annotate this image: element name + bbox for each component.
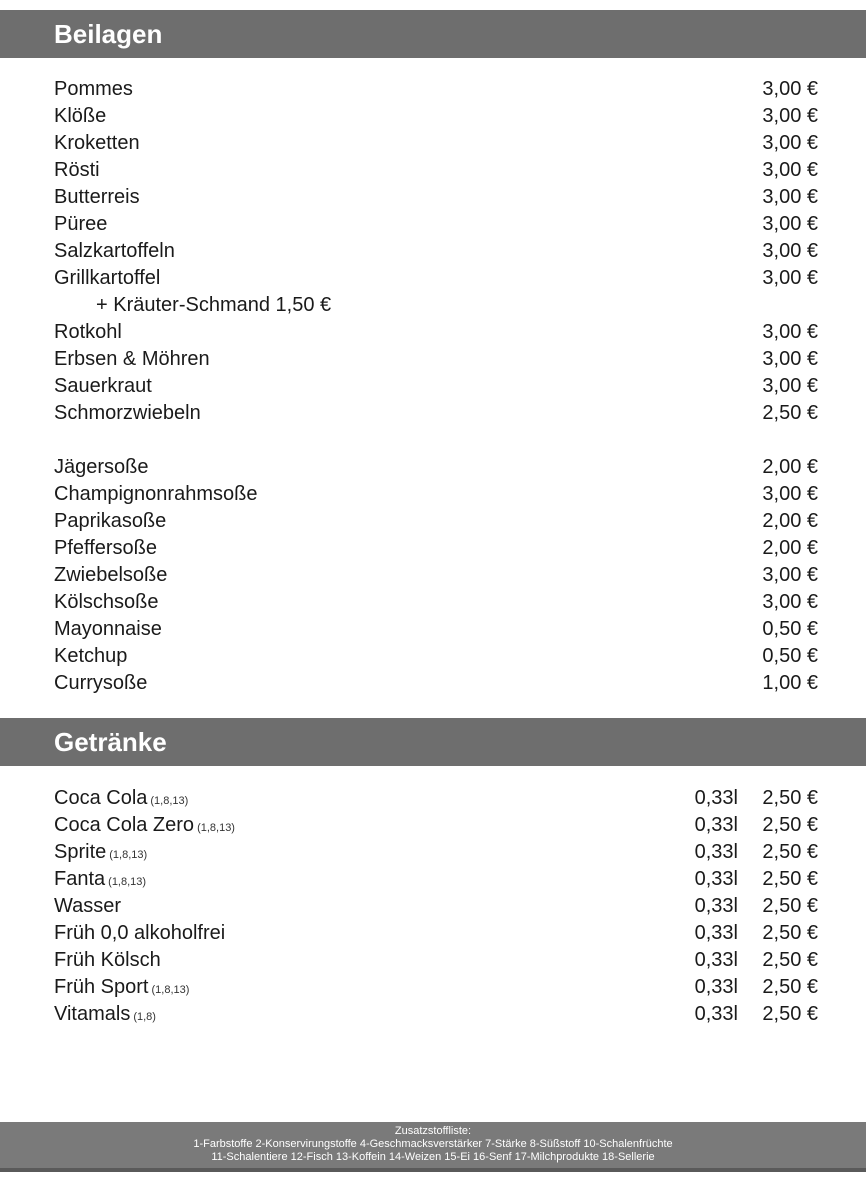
item-name: Kölschsoße bbox=[54, 591, 159, 613]
additive-codes: (1,8,13) bbox=[108, 876, 147, 888]
item-price: 3,00 € bbox=[762, 78, 818, 100]
item-name: Pfeffersoße bbox=[54, 537, 158, 559]
item-price: 3,00 € bbox=[762, 159, 818, 181]
item-name: Mayonnaise bbox=[54, 618, 162, 640]
item-volume: 0,33l bbox=[694, 922, 738, 944]
item-price: 2,50 € bbox=[762, 895, 818, 917]
item-price: 0,50 € bbox=[762, 645, 818, 667]
item-volume: 0,33l bbox=[694, 787, 738, 809]
item-name: Zwiebelsoße bbox=[54, 564, 168, 586]
item-name: Sauerkraut bbox=[54, 375, 152, 397]
item-price: 2,50 € bbox=[762, 868, 818, 890]
item-volume: 0,33l bbox=[694, 949, 738, 971]
item-name: Früh Kölsch bbox=[54, 949, 161, 971]
menu-item bbox=[54, 130, 818, 157]
item-price: 1,00 € bbox=[762, 672, 818, 694]
item-name: Früh Sport bbox=[54, 976, 149, 998]
sauce-item bbox=[54, 562, 818, 589]
menu-item bbox=[54, 319, 818, 346]
section-header-drinks bbox=[0, 718, 866, 766]
item-price: 3,00 € bbox=[762, 267, 818, 289]
item-name: Jägersoße bbox=[54, 456, 149, 478]
item-name: Fanta bbox=[54, 868, 106, 890]
item-price: 3,00 € bbox=[762, 132, 818, 154]
item-name: Schmorzwiebeln bbox=[54, 402, 201, 424]
sauce-item bbox=[54, 481, 818, 508]
item-price: 2,50 € bbox=[762, 402, 818, 424]
section-title-drinks: Getränke bbox=[54, 727, 167, 757]
item-name: Pommes bbox=[54, 78, 133, 100]
item-price: 2,00 € bbox=[762, 456, 818, 478]
item-volume: 0,33l bbox=[694, 895, 738, 917]
item-name: Salzkartoffeln bbox=[54, 240, 175, 262]
sauce-item bbox=[54, 508, 818, 535]
drink-item bbox=[54, 947, 818, 974]
item-name: Rösti bbox=[54, 159, 100, 181]
item-price: 3,00 € bbox=[762, 375, 818, 397]
item-price: 3,00 € bbox=[762, 105, 818, 127]
sauce-item bbox=[54, 454, 818, 481]
item-name: Rotkohl bbox=[54, 321, 122, 343]
item-name: Püree bbox=[54, 213, 108, 235]
additive-codes: (1,8,13) bbox=[109, 849, 148, 861]
item-volume: 0,33l bbox=[694, 814, 738, 836]
item-price: 2,50 € bbox=[762, 976, 818, 998]
item-volume: 0,33l bbox=[694, 841, 738, 863]
sauce-item bbox=[54, 535, 818, 562]
additive-codes: (1,8) bbox=[133, 1011, 156, 1023]
item-name: Champignonrahmsoße bbox=[54, 483, 258, 505]
item-name: Kroketten bbox=[54, 132, 140, 154]
item-price: 0,50 € bbox=[762, 618, 818, 640]
item-price: 2,50 € bbox=[762, 1003, 818, 1025]
item-price: 2,50 € bbox=[762, 787, 818, 809]
sides-list bbox=[54, 76, 818, 697]
menu-item bbox=[54, 211, 818, 238]
menu-item bbox=[54, 184, 818, 211]
item-price: 3,00 € bbox=[762, 591, 818, 613]
item-price: 3,00 € bbox=[762, 564, 818, 586]
item-price: 3,00 € bbox=[762, 186, 818, 208]
item-price: 2,50 € bbox=[762, 922, 818, 944]
section-title-sides: Beilagen bbox=[54, 19, 163, 49]
item-price: 2,50 € bbox=[762, 814, 818, 836]
item-volume: 0,33l bbox=[694, 1003, 738, 1025]
menu-item bbox=[54, 400, 818, 427]
drink-item bbox=[54, 866, 818, 893]
item-price: 2,50 € bbox=[762, 841, 818, 863]
additives-line-2: 11-Schalentiere 12-Fisch 13-Koffein 14-Weizen 15-Ei 16-Senf 17-Milchprodukte 18-Sellerie bbox=[211, 1151, 655, 1163]
menu-item bbox=[54, 265, 818, 292]
menu-item-extra bbox=[54, 292, 818, 319]
item-name: Vitamals bbox=[54, 1003, 131, 1025]
drink-item bbox=[54, 893, 818, 920]
menu-item bbox=[54, 157, 818, 184]
item-name: Coca Cola bbox=[54, 787, 148, 809]
sauce-item bbox=[54, 589, 818, 616]
extra-option: + Kräuter-Schmand 1,50 € bbox=[96, 294, 332, 316]
item-name: Coca Cola Zero bbox=[54, 814, 195, 836]
item-name: Paprikasoße bbox=[54, 510, 167, 532]
additives-line-1: 1-Farbstoffe 2-Konservirungstoffe 4-Geschmacksverstärker 7-Stärke 8-Süßstoff 10-Schalenfrüchte bbox=[193, 1138, 673, 1150]
additives-heading: Zusatzstoffliste: bbox=[394, 1125, 472, 1137]
drink-item bbox=[54, 785, 818, 812]
drinks-list bbox=[54, 785, 818, 1028]
item-name: Erbsen & Möhren bbox=[54, 348, 210, 370]
sauce-item bbox=[54, 643, 818, 670]
item-name: Klöße bbox=[54, 105, 107, 127]
item-price: 3,00 € bbox=[762, 213, 818, 235]
menu-item bbox=[54, 103, 818, 130]
item-price: 2,00 € bbox=[762, 510, 818, 532]
additives-footer bbox=[0, 1122, 866, 1172]
item-name: Früh 0,0 alkoholfrei bbox=[54, 922, 226, 944]
menu-item bbox=[54, 346, 818, 373]
item-price: 3,00 € bbox=[762, 348, 818, 370]
list-spacer bbox=[54, 427, 818, 454]
additive-codes: (1,8,13) bbox=[151, 984, 190, 996]
item-price: 3,00 € bbox=[762, 240, 818, 262]
menu-item bbox=[54, 238, 818, 265]
item-volume: 0,33l bbox=[694, 868, 738, 890]
additive-codes: (1,8,13) bbox=[197, 822, 235, 834]
menu-item bbox=[54, 76, 818, 103]
sauce-item bbox=[54, 670, 818, 697]
item-volume: 0,33l bbox=[694, 976, 738, 998]
drink-item bbox=[54, 920, 818, 947]
drink-item bbox=[54, 974, 818, 1001]
item-name: Wasser bbox=[54, 895, 122, 917]
item-name: Sprite bbox=[54, 841, 107, 863]
drink-item bbox=[54, 839, 818, 866]
sauce-item bbox=[54, 616, 818, 643]
item-price: 2,50 € bbox=[762, 949, 818, 971]
item-name: Grillkartoffel bbox=[54, 267, 161, 289]
item-price: 2,00 € bbox=[762, 537, 818, 559]
drink-item bbox=[54, 1001, 818, 1028]
item-name: Currysoße bbox=[54, 672, 148, 694]
additive-codes: (1,8,13) bbox=[150, 795, 189, 807]
item-price: 3,00 € bbox=[762, 483, 818, 505]
drink-item bbox=[54, 812, 818, 839]
menu-item bbox=[54, 373, 818, 400]
item-name: Butterreis bbox=[54, 186, 140, 208]
item-name: Ketchup bbox=[54, 645, 128, 667]
section-header-sides bbox=[0, 10, 866, 58]
item-price: 3,00 € bbox=[762, 321, 818, 343]
